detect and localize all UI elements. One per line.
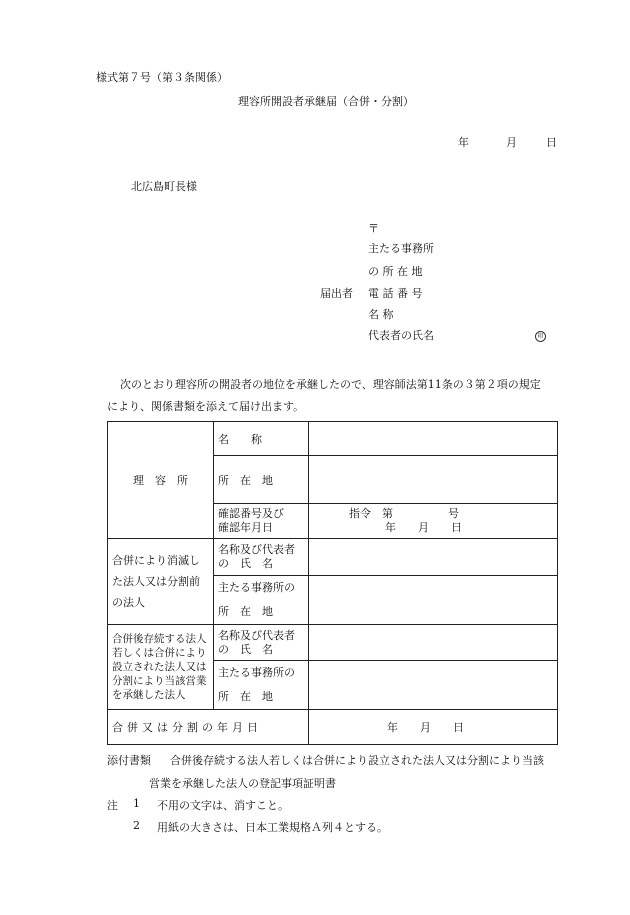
dissolved-office-field[interactable] bbox=[309, 576, 558, 625]
confirm-field[interactable]: 指令 第 号 年 月 日 bbox=[309, 504, 558, 539]
dissolved-name-field[interactable] bbox=[309, 539, 558, 576]
postal-mark: 〒 bbox=[368, 222, 379, 235]
merger-date-label: 合併又は分割の年月日 bbox=[108, 710, 309, 745]
shop-location-label: 所 在 地 bbox=[214, 456, 309, 504]
shop-name-field[interactable] bbox=[309, 422, 558, 456]
date-line bbox=[458, 134, 557, 150]
shop-label: 理 容 所 bbox=[108, 422, 214, 539]
applicant-office-label: 主たる事務所 bbox=[368, 242, 434, 255]
applicant-phone-label: 電 話 番 号 bbox=[368, 287, 423, 300]
date-month-label: 月 bbox=[506, 136, 517, 149]
applicant-location-label: の 所 在 地 bbox=[368, 265, 423, 278]
form-title: 理容所開設者承継届（合併・分割） bbox=[238, 95, 414, 108]
shop-name-label: 名 称 bbox=[214, 422, 309, 456]
applicant-rep-label: 代表者の氏名 bbox=[368, 329, 434, 342]
seal-mark-icon: 印 bbox=[535, 328, 546, 342]
body-text-line1: 次のとおり理容所の開設者の地位を承継したので、理容師法第11条の３第２項の規定 bbox=[120, 378, 541, 391]
addressee: 北広島町長様 bbox=[131, 180, 197, 193]
note-2-number: 2 bbox=[133, 819, 140, 832]
note-1-text: 不用の文字は、消すこと。 bbox=[157, 799, 289, 812]
dissolved-corp-label: 合併により消滅した法人又は分割前の法人 bbox=[108, 539, 214, 625]
note-2-text: 用紙の大きさは、日本工業規格Ａ列４とする。 bbox=[157, 821, 388, 834]
successor-corp-label: 合併後存続する法人若しくは合併により設立された法人又は分割により当該営業を承継した法人 bbox=[108, 625, 214, 710]
successor-office-field[interactable] bbox=[309, 661, 558, 710]
form-table bbox=[107, 421, 558, 745]
attachments-line1: 合併後存続する法人若しくは合併により設立された法人又は分割により当該 bbox=[170, 754, 544, 767]
body-text-line2: により、関係書類を添えて届け出ます。 bbox=[107, 400, 305, 413]
date-year-label: 年 bbox=[458, 136, 469, 149]
shop-location-field[interactable] bbox=[309, 456, 558, 504]
date-day-label: 日 bbox=[546, 136, 557, 149]
note-1-number: 1 bbox=[133, 797, 140, 810]
successor-name-field[interactable] bbox=[309, 625, 558, 661]
successor-office-label: 主たる事務所の 所 在 地 bbox=[214, 661, 309, 710]
form-number: 様式第７号（第３条関係） bbox=[96, 71, 228, 84]
notes-label: 注 bbox=[107, 799, 118, 812]
merger-date-field[interactable]: 年 月 日 bbox=[309, 710, 558, 745]
submitter-label: 届出者 bbox=[320, 287, 353, 300]
dissolved-name-label: 名称及び代表者 の 氏 名 bbox=[214, 539, 309, 576]
attachments-line2: 営業を承継した法人の登記事項証明書 bbox=[149, 777, 336, 790]
confirm-label: 確認番号及び 確認年月日 bbox=[214, 504, 309, 539]
successor-name-label: 名称及び代表者 の 氏 名 bbox=[214, 625, 309, 661]
attachments-label: 添付書類 bbox=[107, 754, 151, 767]
applicant-name-label: 名 称 bbox=[368, 308, 394, 321]
dissolved-office-label: 主たる事務所の 所 在 地 bbox=[214, 576, 309, 625]
